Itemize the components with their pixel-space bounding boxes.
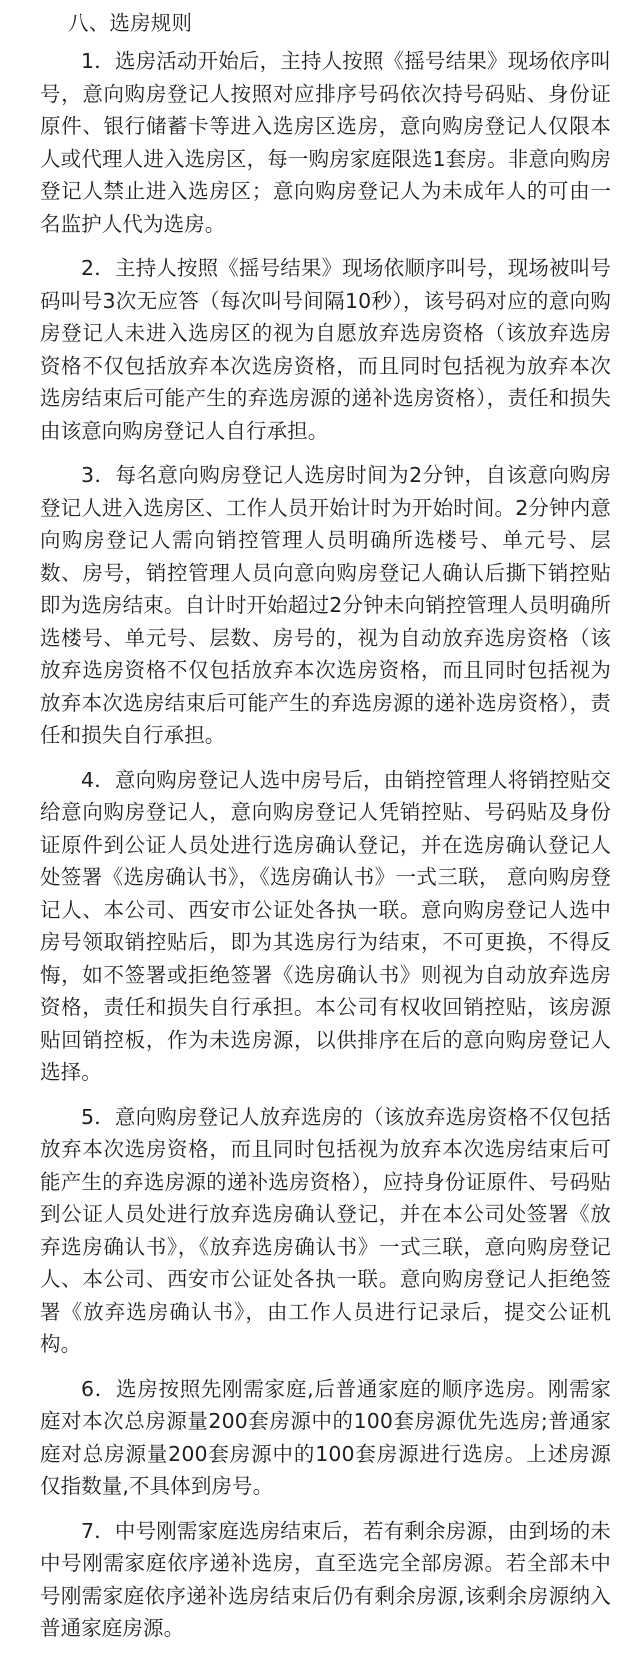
rule-paragraph-4: 4．意向购房登记人选中房号后，由销控管理人将销控贴交给意向购房登记人，意向购房登记人凭销控贴、号码贴及身份证原件到公证人员处进行选房确认登记，并在选房确认登记人处签署《选房确认书》，《选房确认书》一式三联， 意向购房登记人、本公司、西安市公证处各执一联。意向购房登记人选中房号领取销控贴后，即为其选房行为结束，不可更换，不得反悔，如不签署或拒绝签署《选房确认书》则视为自动放弃选房资格，责任和损失自行承担。本公司有权收回销控贴，该房源贴回销控板，作为未选房源，以供排序在后的意向购房登记人选择。: [40, 767, 611, 1084]
rule-paragraph-1: 1．选房活动开始后，主持人按照《摇号结果》现场依序叫号，意向购房登记人按照对应排序号码依次持号码贴、身份证原件、银行储蓄卡等进入选房区选房，意向购房登记人仅限本人或代理人进入选房区，每一购房家庭限选1套房。非意向购房登记人禁止进入选房区；意向购房登记人为未成年人的可由一名监护人代为选房。: [40, 49, 611, 236]
rule-paragraph-6: 6．选房按照先刚需家庭,后普通家庭的顺序选房。刚需家庭对本次总房源量200套房源中的100套房源优先选房;普通家庭对总房源量200套房源中的100套房源进行选房。上述房源仅指数量,不具体到房号。: [40, 1376, 611, 1498]
rule-paragraph-2: 2．主持人按照《摇号结果》现场依顺序叫号，现场被叫号码叫号3次无应答（每次叫号间隔10秒），该号码对应的意向购房登记人未进入选房区的视为自愿放弃选房资格（该放弃选房资格不仅包括放弃本次选房资格，而且同时包括视为放弃本次选房结束后可能产生的弃选房源的递补选房资格），责任和损失由该意向购房登记人自行承担。: [40, 256, 611, 443]
section-heading: 八、选房规则: [68, 11, 193, 35]
rule-paragraph-7: 7．中号刚需家庭选房结束后，若有剩余房源，由到场的未中号刚需家庭依序递补选房，直至选完全部房源。若全部未中号刚需家庭依序递补选房结束后仍有剩余房源,该剩余房源纳入普通家庭房源。: [40, 1518, 611, 1640]
rule-paragraph-3: 3．每名意向购房登记人选房时间为2分钟，自该意向购房登记人进入选房区、工作人员开始计时为开始时间。2分钟内意向购房登记人需向销控管理人员明确所选楼号、单元号、层数、房号，销控管理人员向意向购房登记人确认后撕下销控贴即为选房结束。自计时开始超过2分钟未向销控管理人员明确所选楼号、单元号、层数、房号的，视为自动放弃选房资格（该放弃选房资格不仅包括放弃本次选房资格，而且同时包括视为放弃本次选房结束后可能产生的弃选房源的递补选房资格），责任和损失自行承担。: [40, 463, 611, 747]
rule-paragraph-5: 5．意向购房登记人放弃选房的（该放弃选房资格不仅包括放弃本次选房资格，而且同时包括视为放弃本次选房结束后可能产生的弃选房源的递补选房资格），应持身份证原件、号码贴到公证人员处进行放弃选房确认登记，并在本公司处签署《放弃选房确认书》，《放弃选房确认书》一式三联，意向购房登记人、本公司、西安市公证处各执一联。意向购房登记人拒绝签署《放弃选房确认书》，由工作人员进行记录后，提交公证机构。: [40, 1104, 611, 1356]
